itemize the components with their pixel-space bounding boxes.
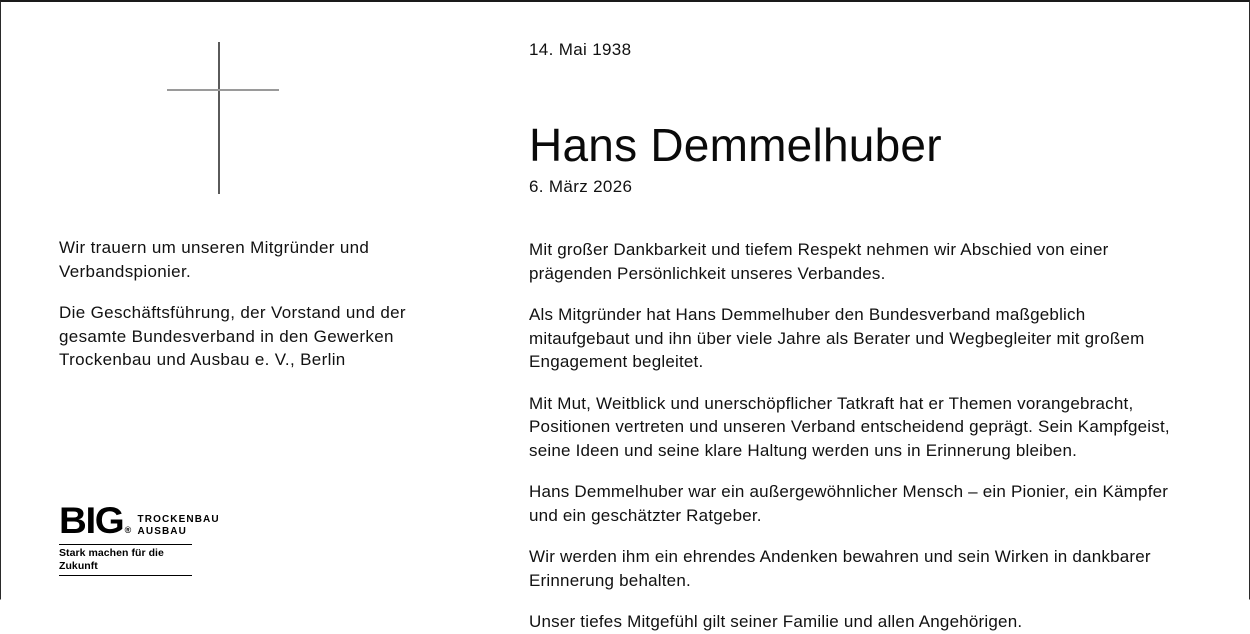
logo-wordmark (59, 500, 132, 541)
birth-date: 14. Mai 1938 (529, 40, 632, 59)
tribute-text-block (529, 238, 1191, 634)
logo-primary-row (59, 500, 259, 541)
big-logo (59, 500, 259, 576)
cross-horizontal-bar (167, 89, 279, 91)
deceased-name: Hans Demmelhuber (529, 118, 942, 171)
tribute-paragraph: Wir werden ihm ein ehrendes Andenken bewahren und sein Wirken in dankbarer Erinnerung behalten. (529, 547, 1151, 590)
mourning-text-block (59, 236, 419, 372)
logo-tagline: Stark machen für die Zukunft (59, 544, 192, 576)
left-column (59, 2, 479, 599)
mourning-statement: Wir trauern um unseren Mitgründer und Verbandspionier. (59, 238, 370, 281)
logo-subtitle-line-2: AUSBAU (137, 525, 187, 537)
tribute-paragraph: Unser tiefes Mitgefühl gilt seiner Familie und allen Angehörigen. (529, 612, 1023, 631)
tribute-paragraph: Als Mitgründer hat Hans Demmelhuber den Bundesverband maßgeblich mitaufgebaut und ihn über viele Jahre als Berater und Wegbegleiter mit großem Engagement begleitet. (529, 305, 1145, 371)
christian-cross-icon (167, 42, 279, 194)
signatory-organization: Die Geschäftsführung, der Vorstand und der gesamte Bundesverband in den Gewerken Trockenbau und Ausbau e. V., Berlin (59, 303, 406, 369)
logo-subtitle-line-1: TROCKENBAU (137, 514, 220, 525)
tribute-paragraph: Mit Mut, Weitblick und unerschöpflicher Tatkraft hat er Themen vorangebracht, Positionen vertreten und unseren Verband entscheidend geprägt. Sein Kampfgeist, seine Ideen und seine klare Haltung werden uns in Erinnerung bleiben. (529, 393, 1170, 460)
death-date: 6. März 2026 (529, 177, 633, 196)
tribute-paragraph: Mit großer Dankbarkeit und tiefem Respekt nehmen wir Abschied von einer prägenden Persönlichkeit unseres Verbandes. (529, 240, 1109, 283)
logo-wordmark-text: BIG (59, 500, 124, 541)
tribute-paragraph: Hans Demmelhuber war ein außergewöhnlicher Mensch – ein Pionier, ein Kämpfer und ein geschätzter Ratgeber. (529, 482, 1169, 525)
logo-subtitle (138, 514, 220, 538)
cross-vertical-bar (218, 42, 220, 194)
registered-trademark-icon: ® (124, 525, 132, 535)
